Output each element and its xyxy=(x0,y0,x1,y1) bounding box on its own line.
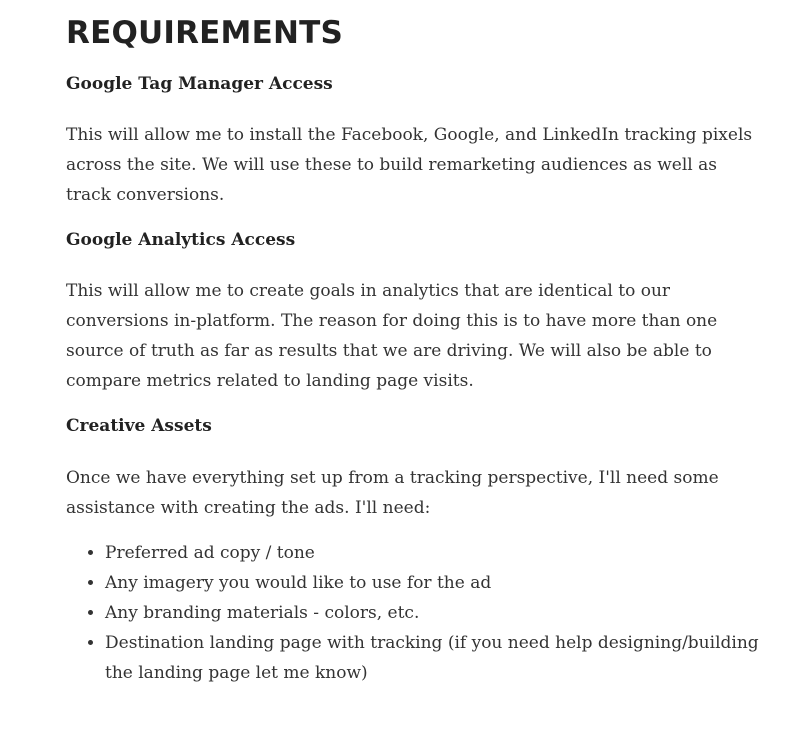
list-item: • Any imagery you would like to use for the ad xyxy=(105,568,766,598)
section-heading-creative-assets: Creative Assets xyxy=(66,416,212,436)
section-heading-google-tag-manager: Google Tag Manager Access xyxy=(66,74,333,94)
section-body-creative-assets: Once we have everything set up from a tracking perspective, I'll need some assistance with creating the ads. I'll need: xyxy=(66,468,719,518)
list-item: • Preferred ad copy / tone xyxy=(105,538,766,568)
list-item: • Any branding materials - colors, etc. xyxy=(105,598,766,628)
requirements-content xyxy=(66,10,766,688)
section-body-google-tag-manager: This will allow me to install the Facebook, Google, and LinkedIn tracking pixels across the site. We will use these to build remarketing audiences as well as track conversions. xyxy=(66,125,753,205)
section-heading-google-analytics: Google Analytics Access xyxy=(66,230,296,250)
section-body-google-analytics: This will allow me to create goals in analytics that are identical to our conversions in-platform. The reason for doing this is to have more than one source of truth as far as results that we are driving. We will also be able to compare metrics related to landing page visits. xyxy=(66,281,718,391)
creative-assets-list xyxy=(66,538,766,688)
list-item: • Destination landing page with tracking (if you need help designing/building the landing page let me know) xyxy=(105,628,766,688)
page-title: REQUIREMENTS xyxy=(66,15,343,51)
